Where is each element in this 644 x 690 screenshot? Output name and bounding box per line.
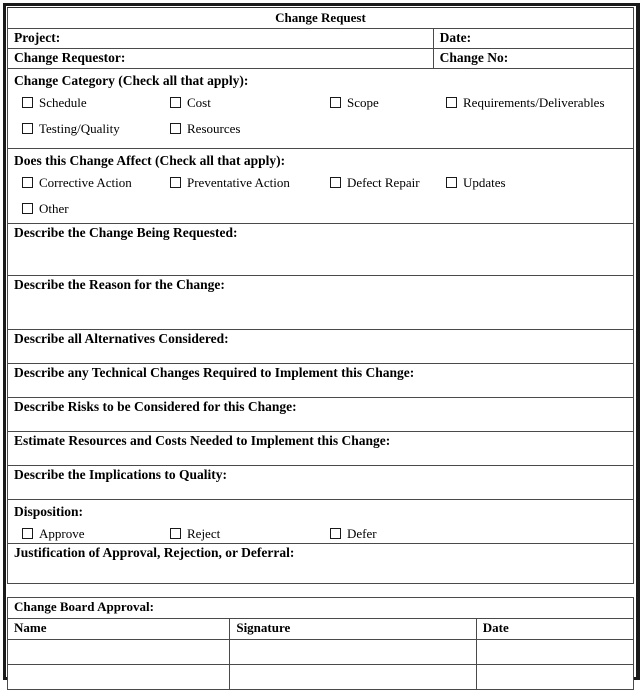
section-label: Describe Risks to be Considered for this Change: (14, 399, 297, 414)
checkbox-icon (170, 97, 181, 108)
checkbox-label: Updates (463, 175, 506, 190)
section-label: Estimate Resources and Costs Needed to Implement this Change: (14, 433, 391, 448)
cell-signature[interactable] (230, 665, 476, 690)
checkbox-label: Defer (347, 526, 377, 541)
disposition-row (8, 500, 634, 544)
section-label: Describe the Change Being Requested: (14, 225, 238, 240)
justification-label: Justification of Approval, Rejection, or Deferral: (14, 545, 295, 560)
checkbox-label: Preventative Action (187, 175, 290, 190)
checkbox-icon (330, 177, 341, 188)
disposition-cell (8, 500, 634, 544)
disposition-heading: Disposition: (14, 504, 84, 519)
cell-name[interactable] (8, 665, 230, 690)
table-row (8, 665, 634, 690)
disposition-options (14, 521, 633, 543)
checkbox-label: Testing/Quality (39, 121, 120, 136)
checkbox-label: Cost (187, 95, 211, 110)
project-field[interactable] (8, 29, 434, 49)
approval-column-header-row (8, 619, 634, 640)
describe-technical-changes-field[interactable] (8, 364, 634, 398)
checkbox-icon (170, 177, 181, 188)
section-row (8, 364, 634, 398)
checkbox-icon (170, 528, 181, 539)
checkbox-label: Scope (347, 95, 379, 110)
justification-row (8, 544, 634, 584)
project-label: Project: (14, 30, 61, 45)
page-title: Change Request (8, 8, 634, 29)
checkbox-schedule[interactable] (22, 95, 87, 110)
checkbox-label: Other (39, 201, 69, 216)
change-category-line-1 (14, 90, 633, 116)
column-header-name: Name (8, 619, 230, 640)
checkbox-icon (446, 97, 457, 108)
estimate-resources-costs-field[interactable] (8, 432, 634, 466)
checkbox-other[interactable] (22, 201, 69, 216)
form-frame (3, 3, 640, 680)
describe-quality-implications-field[interactable] (8, 466, 634, 500)
checkbox-label: Reject (187, 526, 221, 541)
justification-field[interactable] (8, 544, 634, 584)
checkbox-reject[interactable] (170, 526, 220, 541)
approval-title-row (8, 598, 634, 619)
checkbox-label: Corrective Action (39, 175, 132, 190)
describe-alternatives-field[interactable] (8, 330, 634, 364)
change-category-cell (8, 69, 634, 149)
checkbox-defect-repair[interactable] (330, 175, 420, 190)
checkbox-corrective-action[interactable] (22, 175, 132, 190)
checkbox-icon (22, 203, 33, 214)
checkbox-defer[interactable] (330, 526, 377, 541)
column-header-signature: Signature (230, 619, 476, 640)
change-category-line-2 (14, 116, 633, 142)
checkbox-icon (330, 528, 341, 539)
cell-name[interactable] (8, 640, 230, 665)
checkbox-label: Resources (187, 121, 241, 136)
checkbox-icon (22, 528, 33, 539)
change-category-row (8, 69, 634, 149)
change-category-heading: Change Category (Check all that apply): (14, 73, 249, 88)
change-request-form (7, 7, 634, 584)
section-row (8, 466, 634, 500)
describe-risks-field[interactable] (8, 398, 634, 432)
section-row (8, 432, 634, 466)
checkbox-requirements-deliverables[interactable] (446, 95, 605, 110)
change-no-field[interactable] (433, 49, 633, 69)
change-affect-line-1 (14, 170, 633, 196)
section-row (8, 224, 634, 276)
checkbox-icon (22, 177, 33, 188)
section-row (8, 398, 634, 432)
title-row (8, 8, 634, 29)
section-row (8, 330, 634, 364)
date-field[interactable] (433, 29, 633, 49)
checkbox-label: Approve (39, 526, 85, 541)
column-header-date: Date (476, 619, 633, 640)
table-row (8, 640, 634, 665)
section-label: Describe the Implications to Quality: (14, 467, 227, 482)
cell-date[interactable] (476, 665, 633, 690)
checkbox-icon (330, 97, 341, 108)
checkbox-preventative-action[interactable] (170, 175, 290, 190)
change-affect-line-2 (14, 196, 633, 222)
cell-signature[interactable] (230, 640, 476, 665)
checkbox-updates[interactable] (446, 175, 506, 190)
change-board-approval-heading: Change Board Approval: (8, 598, 634, 619)
checkbox-testing-quality[interactable] (22, 121, 120, 136)
checkbox-cost[interactable] (170, 95, 211, 110)
describe-reason-field[interactable] (8, 276, 634, 330)
checkbox-scope[interactable] (330, 95, 379, 110)
requestor-changeno-row (8, 49, 634, 69)
checkbox-icon (22, 97, 33, 108)
section-label: Describe any Technical Changes Required to Implement this Change: (14, 365, 415, 380)
checkbox-icon (446, 177, 457, 188)
section-label: Describe the Reason for the Change: (14, 277, 225, 292)
change-affect-row (8, 149, 634, 224)
date-label: Date: (439, 30, 472, 45)
section-label: Describe all Alternatives Considered: (14, 331, 229, 346)
checkbox-resources[interactable] (170, 121, 240, 136)
change-affect-cell (8, 149, 634, 224)
change-requestor-label: Change Requestor: (14, 50, 126, 65)
table-spacer (7, 584, 634, 597)
checkbox-approve[interactable] (22, 526, 85, 541)
cell-date[interactable] (476, 640, 633, 665)
change-no-label: Change No: (439, 50, 509, 65)
checkbox-label: Defect Repair (347, 175, 420, 190)
section-row (8, 276, 634, 330)
checkbox-label: Schedule (39, 95, 87, 110)
checkbox-icon (22, 123, 33, 134)
checkbox-icon (170, 123, 181, 134)
change-requestor-field[interactable] (8, 49, 434, 69)
describe-change-requested-field[interactable] (8, 224, 634, 276)
checkbox-label: Requirements/Deliverables (463, 95, 605, 110)
change-affect-heading: Does this Change Affect (Check all that apply): (14, 153, 286, 168)
change-board-approval-table (7, 597, 634, 690)
project-date-row (8, 29, 634, 49)
